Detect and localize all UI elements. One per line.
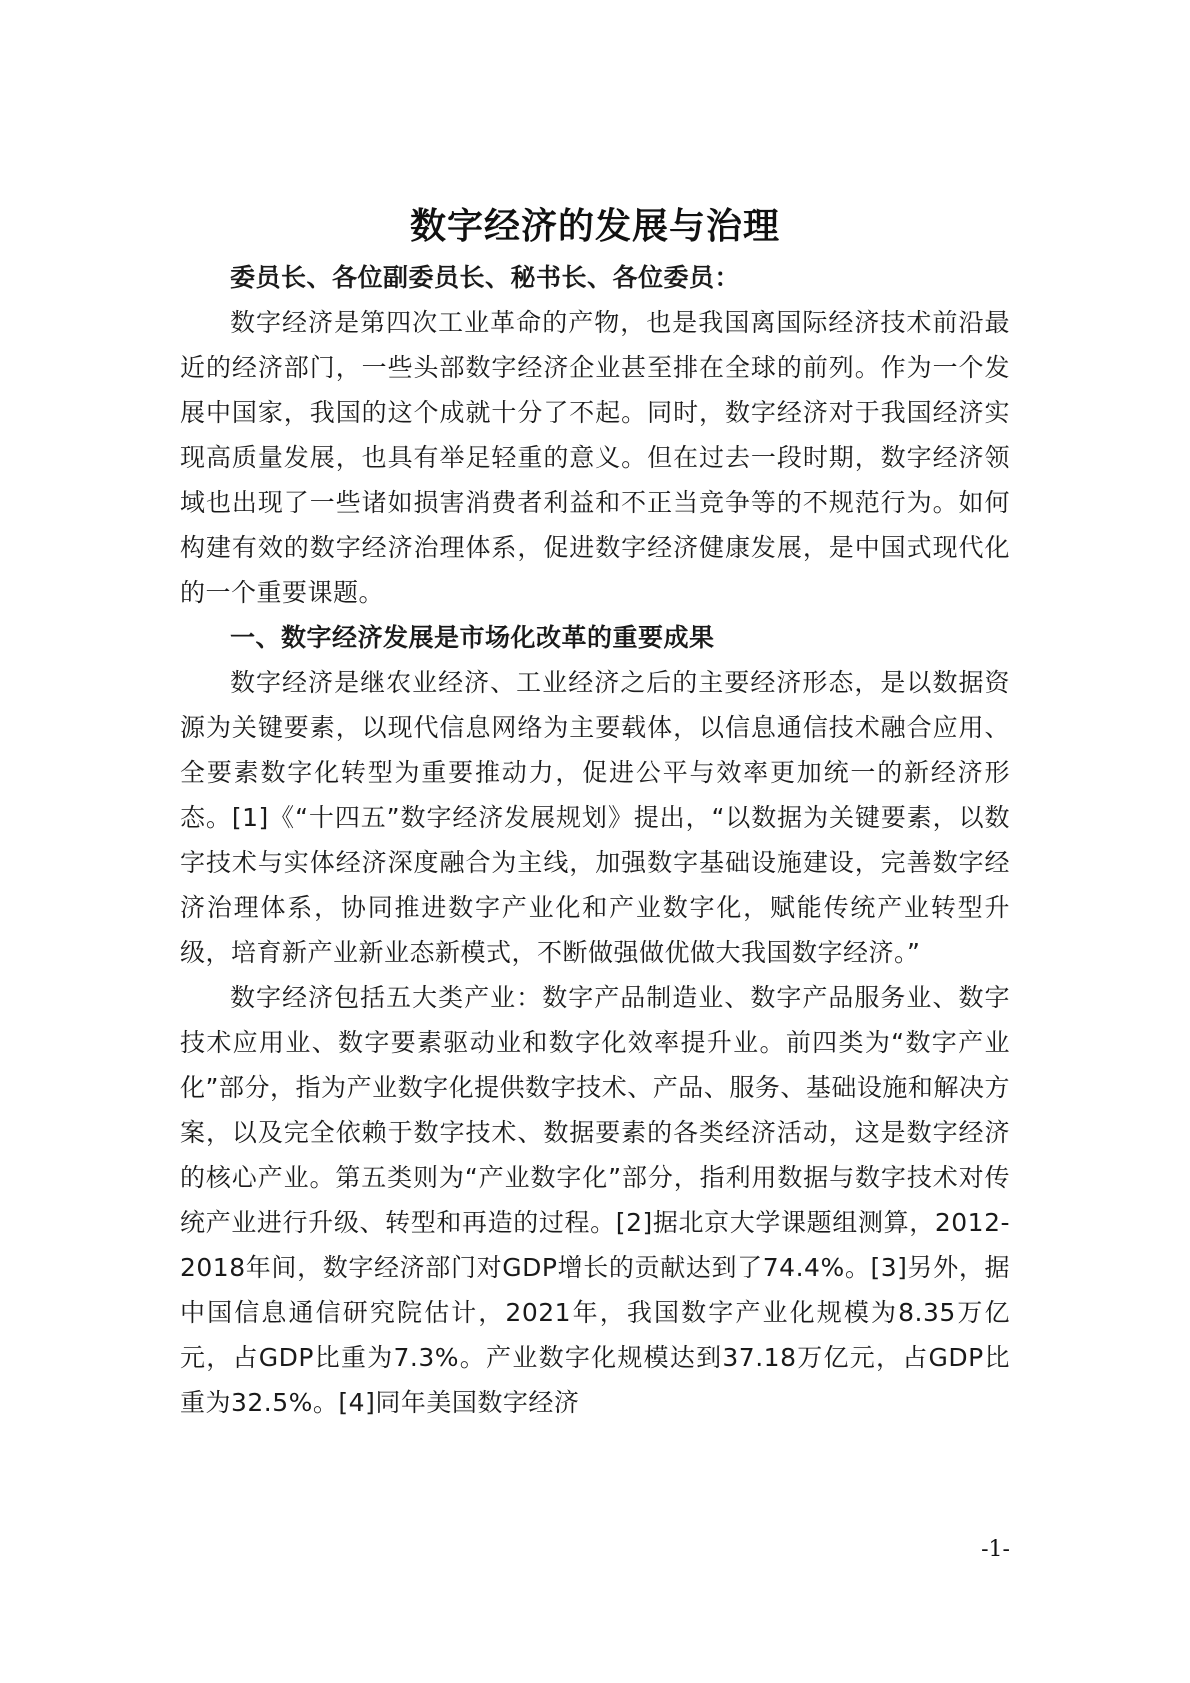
section-1-paragraph-1: 数字经济是继农业经济、工业经济之后的主要经济形态，是以数据资源为关键要素，以现代信息网络为主要载体，以信息通信技术融合应用、全要素数字化转型为重要推动力，促进公平与效率更加统一的新经济形态。[1]《“十四五”数字经济发展规划》提出，“以数据为关键要素，以数字技术与实体经济深度融合为主线，加强数字基础设施建设，完善数字经济治理体系，协同推进数字产业化和产业数字化，赋能传统产业转型升级，培育新产业新业态新模式，不断做强做优做大我国数字经济。” xyxy=(180,668,1010,967)
section-heading-1: 一、数字经济发展是市场化改革的重要成果 xyxy=(230,623,715,652)
document-title: 数字经济的发展与治理 xyxy=(409,205,780,248)
intro-paragraph: 数字经济是第四次工业革命的产物，也是我国离国际经济技术前沿最近的经济部门，一些头部数字经济企业甚至排在全球的前列。作为一个发展中国家，我国的这个成就十分了不起。同时，数字经济对于我国经济实现高质量发展，也具有举足轻重的意义。但在过去一段时期，数字经济领域也出现了一些诸如损害消费者利益和不正当竞争等的不规范行为。如何构建有效的数字经济治理体系，促进数字经济健康发展，是中国式现代化的一个重要课题。 xyxy=(180,308,1010,607)
page-number: -1- xyxy=(981,1537,1010,1562)
document-body xyxy=(180,255,1010,1425)
salutation: 委员长、各位副委员长、秘书长、各位委员： xyxy=(230,263,741,292)
section-1-paragraph-2: 数字经济包括五大类产业：数字产品制造业、数字产品服务业、数字技术应用业、数字要素驱动业和数字化效率提升业。前四类为“数字产业化”部分，指为产业数字化提供数字技术、产品、服务、基础设施和解决方案，以及完全依赖于数字技术、数据要素的各类经济活动，这是数字经济的核心产业。第五类则为“产业数字化”部分，指利用数据与数字技术对传统产业进行升级、转型和再造的过程。[2]据北京大学课题组测算，2012-2018年间，数字经济部门对GDP增长的贡献达到了74.4%。[3]另外，据中国信息通信研究院估计，2021年，我国数字产业化规模为8.35万亿元，占GDP比重为7.3%。产业数字化规模达到37.18万亿元，占GDP比重为32.5%。[4]同年美国数字经济 xyxy=(180,983,1010,1417)
